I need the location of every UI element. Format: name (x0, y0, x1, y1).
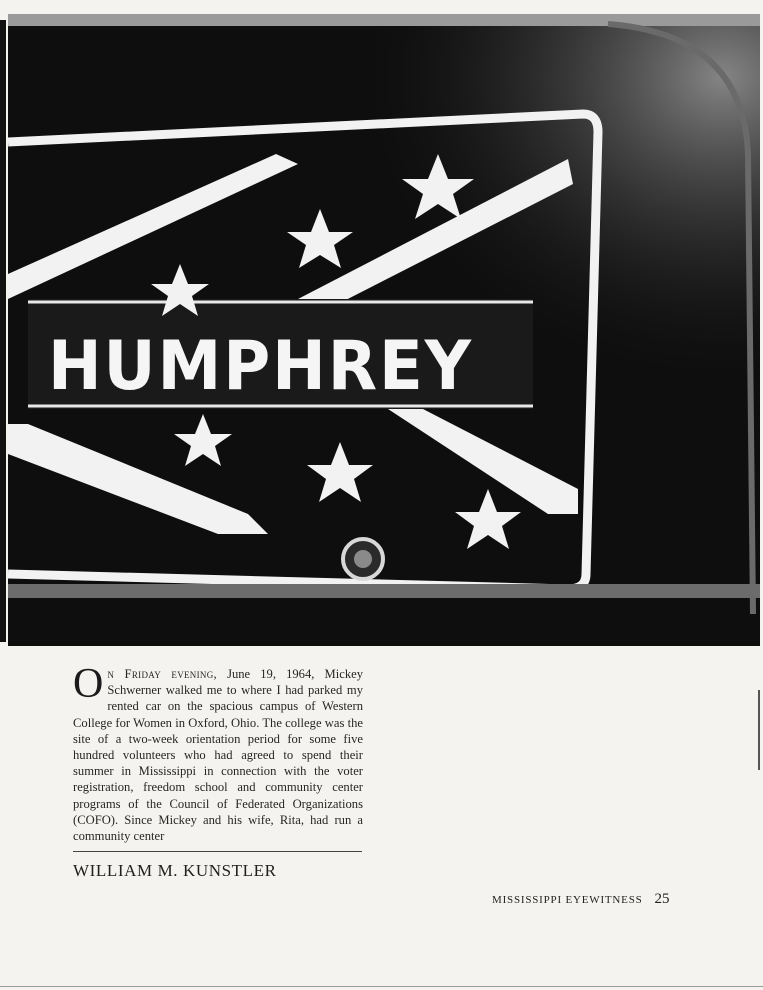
running-title: MISSISSIPPI EYEWITNESS (492, 894, 643, 906)
bumper-sticker-photo (8, 14, 760, 646)
page-edge-strip (0, 20, 6, 642)
photo-illustration (8, 14, 760, 646)
page-footer (492, 891, 670, 908)
page-edge-mark (758, 690, 760, 770)
article-body-text: June 19, 1964, Mickey Schwerner walked me to where I had parked my rented car on the spacious campus of Western College for Women in Oxford, Ohio. The college was the site of a two-week orientation period for some five hundred volunteers who had agreed to spend their summer in Mississippi in connection with the voter registration, freedom school and community center programs of the Council of Federated Organizations (COFO). Since Mickey and his wife, Rita, had run a community center (73, 667, 363, 844)
page-number: 25 (654, 891, 670, 907)
article-opening-paragraph (73, 661, 363, 844)
byline-rule (73, 851, 362, 852)
bumper-strip (8, 584, 760, 598)
drop-cap: O (73, 661, 104, 707)
author-byline: WILLIAM M. KUNSTLER (73, 861, 277, 880)
lead-in-text: n Friday evening, (107, 667, 217, 681)
bottom-edge-line (0, 986, 763, 987)
top-edge-band (8, 14, 760, 26)
sign-text: HUMPHREY (48, 327, 473, 406)
